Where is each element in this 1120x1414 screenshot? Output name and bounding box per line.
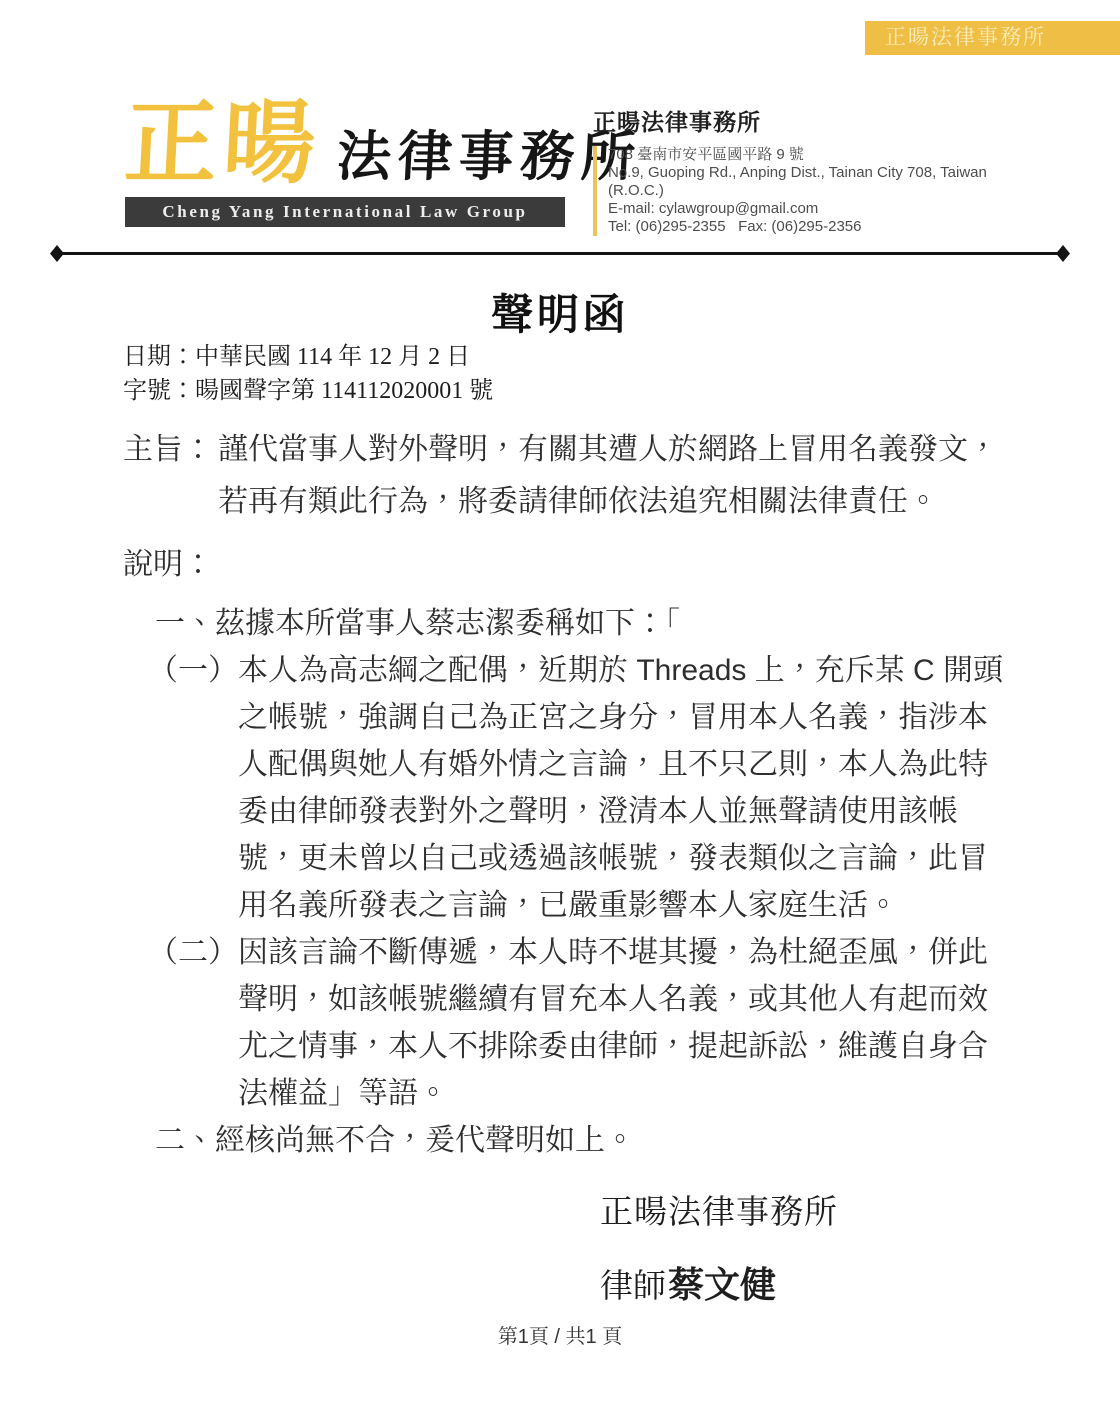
- ref-number-line: 字號：暘國聲字第 114112020001 號: [123, 378, 494, 404]
- body-line: 聲明，如該帳號繼續有冒充本人名義，或其他人有起而效: [238, 983, 988, 1016]
- date-line: 日期：中華民國 114 年 12 月 2 日: [123, 344, 471, 370]
- body-line: 之帳號，強調自己為正宮之身分，冒用本人名義，指涉本: [238, 701, 988, 734]
- signature-name: 蔡文健: [668, 1264, 777, 1305]
- sub-item-text: [238, 647, 1003, 929]
- address-zh: 708 臺南市安平區國平路 9 號: [608, 146, 804, 163]
- signature-line: [600, 1257, 838, 1308]
- explanation-item-1: 一、茲據本所當事人蔡志潔委稱如下：「: [155, 607, 680, 640]
- signature-role: 律師: [600, 1267, 666, 1304]
- diamond-left-icon: [50, 245, 64, 262]
- telfax-line: Tel: (06)295-2355 Fax: (06)295-2356: [608, 218, 862, 235]
- signature-block: [600, 1186, 838, 1308]
- body-line: 法權益」等語。: [238, 1077, 448, 1110]
- address-en: No.9, Guoping Rd., Anping Dist., Tainan City 708, Taiwan (R.O.C.): [608, 164, 987, 199]
- body-line: 人配偶與她人有婚外情之言論，且不只乙則，本人為此特: [238, 748, 988, 781]
- diamond-right-icon: [1056, 245, 1070, 262]
- document-body: [123, 424, 1020, 1164]
- document-meta: [123, 340, 493, 408]
- logo-main-text: 正暘: [122, 92, 324, 195]
- body-line: 因該言論不斷傳遞，本人時不堪其擾，為杜絕歪風，併此: [238, 936, 988, 969]
- subject-line: 謹代當事人對外聲明，有關其遭人於網路上冒用名義發文，: [218, 433, 998, 466]
- subject-section: [123, 424, 1020, 528]
- firm-name: 正暘法律事務所: [593, 109, 761, 135]
- subject-line: 若再有類此行為，將委請律師依法追究相關法律責任。: [218, 485, 938, 518]
- logo-banner: Cheng Yang International Law Group: [125, 197, 565, 227]
- explanation-item-1-sub-1: [148, 647, 1020, 929]
- explanation-label: 說明：: [123, 548, 213, 581]
- email-line: E-mail: cylawgroup@gmail.com: [608, 200, 819, 217]
- logo-wordmark: [122, 88, 644, 195]
- explanation-item-1-sub-2: [148, 929, 1020, 1117]
- document-title: 聲明函: [490, 293, 629, 339]
- sub-item-text: [238, 929, 988, 1117]
- divider-rule: [58, 252, 1062, 255]
- page-footer: 第1頁 / 共1 頁: [497, 1326, 623, 1348]
- sub-item-label: （二）: [148, 936, 238, 969]
- subject-label: 主旨：: [123, 433, 213, 466]
- subject-text: [218, 424, 998, 528]
- sub-item-label: （一）: [148, 654, 238, 687]
- explanation-item-2: 二、經核尚無不合，爰代聲明如上。: [155, 1124, 635, 1157]
- signature-firm: 正暘法律事務所: [600, 1193, 838, 1230]
- logo-sub-text: 法律事務所: [335, 127, 644, 187]
- bookmark-tab: 正暘法律事務所: [865, 21, 1120, 55]
- body-line: 尤之情事，本人不排除委由律師，提起訴訟，維護自身合: [238, 1030, 988, 1063]
- body-line: 號，更未曾以自己或透過該帳號，發表類似之言論，此冒: [238, 842, 988, 875]
- contact-block: [593, 104, 1023, 236]
- firm-logo: [122, 88, 644, 227]
- body-line: 本人為高志綱之配偶，近期於 Threads 上，充斥某 C 開頭: [238, 654, 1004, 687]
- body-line: 委由律師發表對外之聲明，澄清本人並無聲請使用該帳: [238, 795, 958, 828]
- body-line: 用名義所發表之言論，已嚴重影響本人家庭生活。: [238, 889, 898, 922]
- contact-details: [593, 146, 1023, 236]
